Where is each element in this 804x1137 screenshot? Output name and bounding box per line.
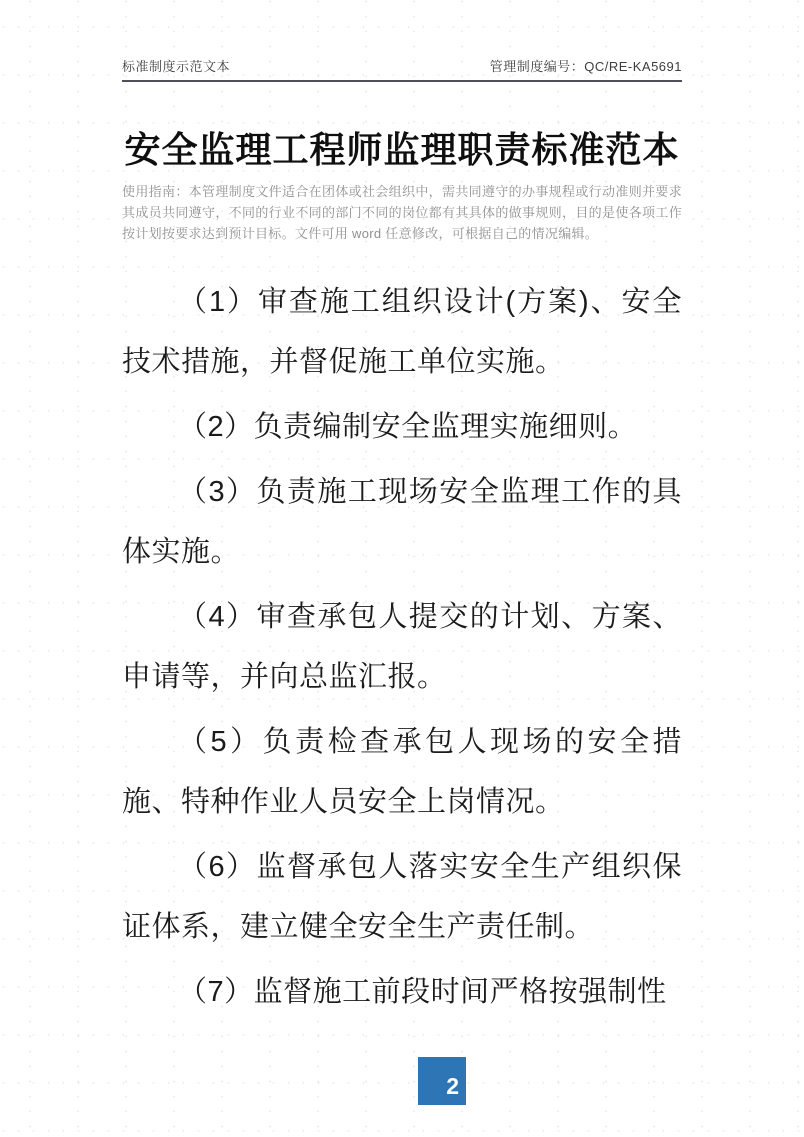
page-number-badge xyxy=(418,1057,466,1105)
document-title: 安全监理工程师监理职责标准范本 xyxy=(124,129,680,170)
body-paragraph: （2）负责编制安全监理实施细则。 xyxy=(178,411,638,443)
body-paragraph: （5）负责检查承包人现场的安全措施、特种作业人员安全上岗情况。 xyxy=(122,726,682,818)
page-header xyxy=(122,0,682,82)
page-content xyxy=(122,0,682,1022)
body-paragraph: （7）监督施工前段时间严格按强制性 xyxy=(178,976,667,1008)
page-number: 2 xyxy=(446,1073,459,1099)
document-body xyxy=(122,272,682,1022)
body-paragraph: （1）审查施工组织设计(方案)、安全技术措施，并督促施工单位实施。 xyxy=(122,286,682,378)
body-paragraph: （3）负责施工现场安全监理工作的具体实施。 xyxy=(122,476,682,568)
body-paragraph: （6）监督承包人落实安全生产组织保证体系，建立健全安全生产责任制。 xyxy=(122,851,682,943)
header-document-number: 管理制度编号：QC/RE-KA5691 xyxy=(489,59,682,74)
header-left-text: 标准制度示范文本 xyxy=(122,59,231,74)
usage-note: 使用指南：本管理制度文件适合在团体或社会组织中，需共同遵守的办事规程或行动准则并要求其成员共同遵守，不同的行业不同的部门不同的岗位都有其具体的做事规则，目的是使各项工作按计划按要求达到预计目标。文件可用 word 任意修改，可根据自己的情况编辑。 xyxy=(122,184,682,241)
body-paragraph: （4）审查承包人提交的计划、方案、申请等，并向总监汇报。 xyxy=(122,601,682,693)
